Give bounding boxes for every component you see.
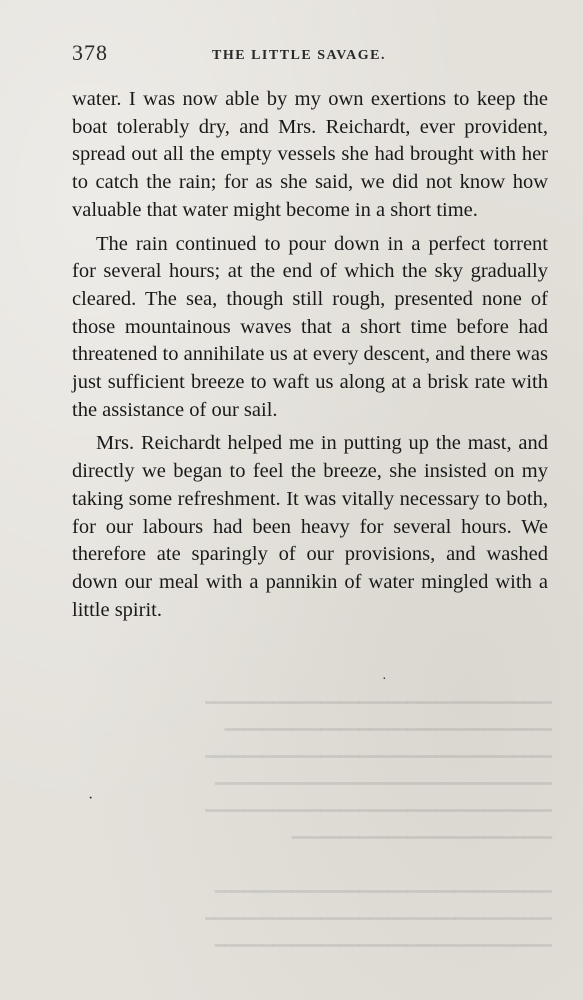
- running-header: [72, 40, 549, 68]
- bleed-through-text: ━━━━━━━━━━━━━━━━━━━━━━━━━━━━━━━━━━━━ ━━━━━━━━━━━━━━━━━━━━━━━━━━━━━━━━━━ ━━━━━━━━━━━━━━━━━━━━━━━━━━━━━━━━━━━━ ━━━━━━━━━━━━━━━━━━━━━━━━━━━━━━━━━━━ ━━━━━━━━━━━━━━━━━━━━━━━━━━━━━━━━━━━━ ━━━━━━━━━━━━━━━━━━━━━━━━━━━ ━━━━━━━━━━━━━━━━━━━━━━━━━━━━━━━━━━━ ━━━━━━━━━━━━━━━━━━━━━━━━━━━━━━━━━━━━ ━━━━━━━━━━━━━━━━━━━━━━━━━━━━━━━━━━━: [205, 695, 552, 955]
- paragraph: water. I was now able by my own exertions to keep the boat tolerably dry, and Mrs. Reichardt, ever provident, spread out all the empty vessels she had brought with her to catch the rain; for as she said, we did not know how valuable that water might become in a short time.: [72, 88, 548, 221]
- page-number: 378: [72, 40, 108, 65]
- paragraph: The rain continued to pour down in a perfect torrent for several hours; at the end of which the sky gradually cleared. The sea, though still rough, presented none of those mountainous waves that a short time before had threatened to annihilate us at every descent, and there was just sufficient breeze to waft us along at a brisk rate with the assistance of our sail.: [72, 232, 548, 421]
- body-text: [72, 86, 548, 630]
- ink-speck: ·: [88, 790, 94, 807]
- ink-speck: ·: [382, 672, 387, 687]
- paragraph: Mrs. Reichardt helped me in putting up the mast, and directly we began to feel the breeze, she insisted on my taking some refreshment. It was vitally necessary to both, for our labours had been heavy for several hours. We therefore ate sparingly of our provisions, and washed down our meal with a pannikin of water mingled with a little spirit.: [72, 432, 548, 621]
- running-title: THE LITTLE SAVAGE.: [212, 48, 386, 63]
